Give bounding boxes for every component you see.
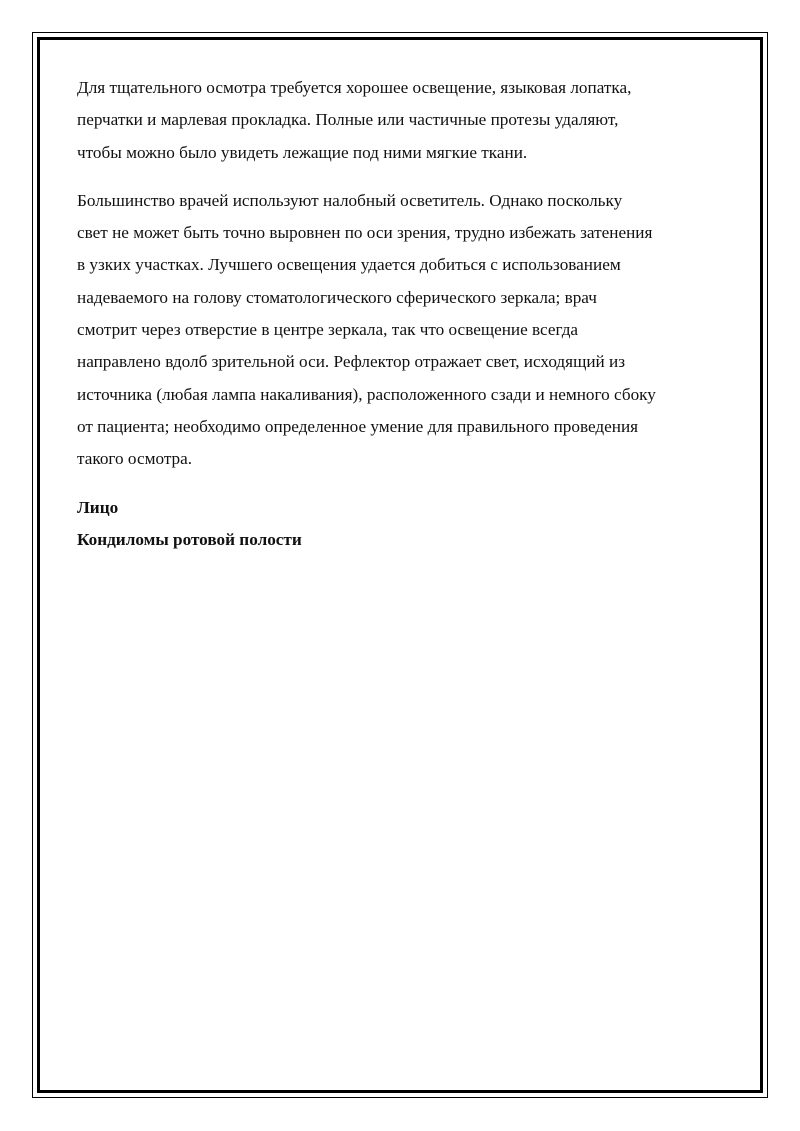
heading-face: Лицо: [77, 497, 119, 517]
document-body: [77, 72, 727, 556]
paragraph-illumination: [77, 185, 727, 476]
text-line: свет не может быть точно выровнен по оси зрения, трудно избежать затенения: [77, 223, 653, 243]
heading-oral-condylomas: Кондиломы ротовой полости: [77, 529, 302, 549]
text-line: Для тщательного осмотра требуется хорошее освещение, языковая лопатка,: [77, 78, 632, 97]
text-line: в узких участках. Лучшего освещения удается добиться с использованием: [77, 255, 621, 275]
text-line: источника (любая лампа накаливания), расположенного сзади и немного сбоку: [77, 384, 656, 404]
text-line: Большинство врачей используют налобный осветитель. Однако поскольку: [77, 190, 623, 210]
text-line: чтобы можно было увидеть лежащие под ними мягкие ткани.: [77, 142, 528, 162]
text-line: перчатки и марлевая прокладка. Полные или частичные протезы удаляют,: [77, 110, 619, 130]
text-line: смотрит через отверстие в центре зеркала, так что освещение всегда: [77, 320, 579, 340]
paragraph-examination-requirements: [77, 72, 727, 169]
text-line: такого осмотра.: [77, 449, 193, 469]
text-line: от пациента; необходимо определенное умение для правильного проведения: [77, 416, 639, 436]
text-line: надеваемого на голову стоматологического сферического зеркала; врач: [77, 287, 597, 307]
text-line: направлено вдолб зрительной оси. Рефлектор отражает свет, исходящий из: [77, 352, 625, 372]
